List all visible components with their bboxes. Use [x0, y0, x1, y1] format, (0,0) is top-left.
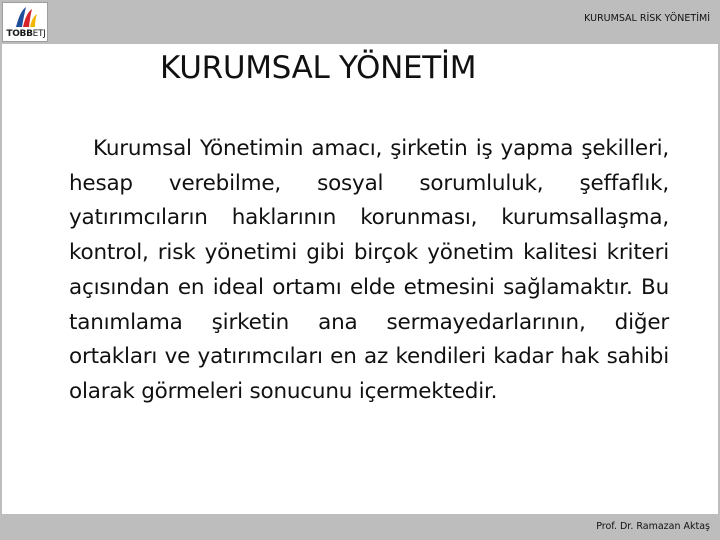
header-section-title: KURUMSAL RİSK YÖNETİMİ: [584, 13, 710, 24]
logo-wordmark: [4, 28, 48, 40]
footer-author: Prof. Dr. Ramazan Aktaş: [596, 521, 710, 532]
tobb-etu-logo: [2, 2, 48, 42]
left-border: [0, 44, 2, 514]
slide-title: KURUMSAL YÖNETİM: [160, 50, 477, 86]
slide-body-text: Kurumsal Yönetimin amacı, şirketin iş yapma şekilleri, hesap verebilme, sosyal sorumluluk, şeffaflık, yatırımcıların haklarının korunması, kurumsallaşma, kontrol, risk yönetimi gibi birçok yönetim kalitesi kriteri açısından en ideal ortamı elde etmesini sağlamaktır. Bu tanımlama şirketin ana sermayedarlarının, diğer ortakları ve yatırımcıları en az kendileri kadar hak sahibi olarak görmeleri sonucunu içermektedir.: [69, 136, 669, 404]
logo-brand-thin: ETJ: [32, 29, 46, 39]
logo-mark-icon: [12, 5, 40, 29]
logo-brand-bold: TOBB: [6, 29, 33, 39]
